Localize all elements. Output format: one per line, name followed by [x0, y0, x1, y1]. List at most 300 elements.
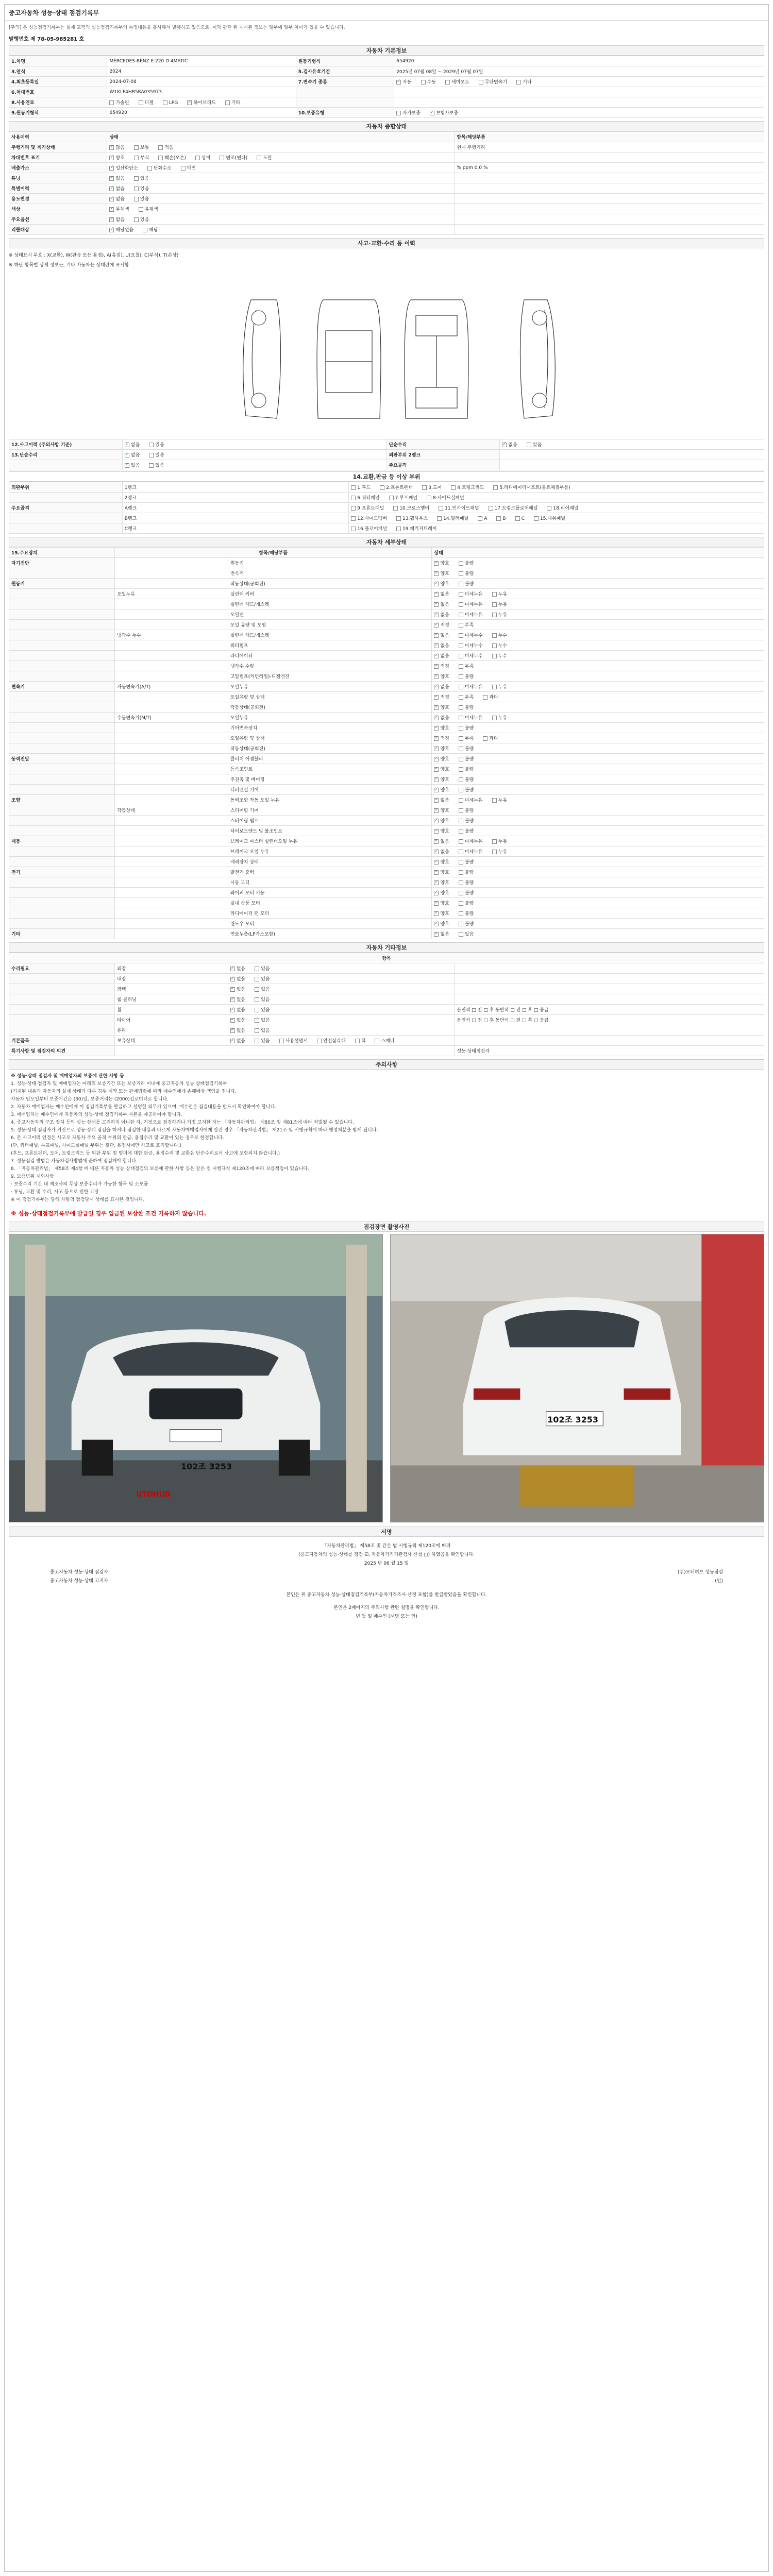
checkbox-icon[interactable]	[195, 156, 200, 160]
checkbox-icon[interactable]	[396, 111, 401, 115]
checkbox-option[interactable]	[459, 663, 474, 669]
checkbox-icon[interactable]	[527, 443, 531, 447]
checkbox-icon[interactable]	[230, 1039, 235, 1043]
checkbox-icon[interactable]	[459, 819, 463, 823]
checkbox-option[interactable]	[434, 807, 449, 814]
checkbox-option[interactable]	[434, 590, 449, 597]
checkbox-option[interactable]	[492, 796, 507, 803]
checkbox-option[interactable]	[492, 848, 507, 855]
checkbox-icon[interactable]	[434, 767, 439, 772]
checkbox-option[interactable]	[279, 1037, 308, 1044]
checkbox-icon[interactable]	[139, 207, 143, 212]
checkbox-icon[interactable]	[255, 1039, 259, 1043]
checkbox-icon[interactable]	[459, 901, 463, 906]
checkbox-icon[interactable]	[434, 788, 439, 792]
checkbox-icon[interactable]	[434, 726, 439, 731]
checkbox-option[interactable]	[230, 1037, 245, 1044]
checkbox-icon[interactable]	[109, 187, 114, 191]
checkbox-icon[interactable]	[459, 829, 463, 834]
checkbox-option[interactable]	[351, 494, 379, 501]
checkbox-option[interactable]	[459, 735, 474, 741]
checkbox-option[interactable]	[230, 965, 245, 972]
checkbox-option[interactable]	[434, 827, 449, 834]
checkbox-option[interactable]	[434, 766, 449, 772]
checkbox-option[interactable]	[396, 109, 421, 116]
checkbox-option[interactable]	[459, 652, 483, 659]
checkbox-icon[interactable]	[437, 516, 442, 521]
checkbox-option[interactable]	[459, 776, 474, 783]
checkbox-icon[interactable]	[255, 1028, 259, 1033]
checkbox-option[interactable]	[492, 652, 507, 659]
checkbox-icon[interactable]	[109, 207, 114, 212]
checkbox-icon[interactable]	[158, 156, 163, 160]
checkbox-icon[interactable]	[434, 613, 439, 617]
checkbox-icon[interactable]	[459, 695, 463, 700]
checkbox-option[interactable]	[459, 714, 483, 721]
checkbox-option[interactable]	[351, 484, 371, 490]
checkbox-option[interactable]	[515, 516, 525, 521]
checkbox-icon[interactable]	[220, 156, 224, 160]
checkbox-icon[interactable]	[434, 901, 439, 906]
checkbox-option[interactable]	[459, 632, 483, 638]
checkbox-option[interactable]	[134, 185, 149, 192]
checkbox-icon[interactable]	[445, 80, 450, 84]
checkbox-icon[interactable]	[459, 880, 463, 885]
checkbox-icon[interactable]	[434, 571, 439, 576]
checkbox-option[interactable]	[139, 99, 154, 106]
checkbox-option[interactable]	[195, 154, 210, 161]
checkbox-option[interactable]	[434, 580, 449, 587]
checkbox-option[interactable]	[230, 975, 245, 982]
checkbox-icon[interactable]	[492, 592, 497, 597]
checkbox-option[interactable]	[230, 1006, 245, 1013]
checkbox-icon[interactable]	[516, 80, 521, 84]
checkbox-icon[interactable]	[125, 463, 129, 468]
checkbox-icon[interactable]	[459, 736, 463, 741]
checkbox-icon[interactable]	[421, 80, 426, 84]
checkbox-option[interactable]	[230, 996, 245, 1003]
checkbox-icon[interactable]	[125, 443, 129, 447]
checkbox-icon[interactable]	[434, 870, 439, 875]
checkbox-option[interactable]	[492, 601, 507, 607]
checkbox-icon[interactable]	[351, 506, 356, 511]
checkbox-option[interactable]	[163, 100, 178, 106]
checkbox-option[interactable]	[459, 673, 474, 680]
checkbox-icon[interactable]	[255, 1008, 259, 1012]
checkbox-option[interactable]	[547, 504, 578, 511]
checkbox-icon[interactable]	[434, 736, 439, 741]
checkbox-option[interactable]	[437, 515, 468, 521]
checkbox-icon[interactable]	[380, 485, 384, 490]
checkbox-option[interactable]	[434, 755, 449, 762]
checkbox-option[interactable]	[434, 900, 449, 906]
checkbox-option[interactable]	[434, 920, 449, 927]
checkbox-icon[interactable]	[492, 716, 497, 720]
checkbox-icon[interactable]	[492, 633, 497, 638]
checkbox-option[interactable]	[459, 910, 474, 917]
checkbox-icon[interactable]	[459, 747, 463, 751]
checkbox-icon[interactable]	[434, 592, 439, 597]
checkbox-option[interactable]	[459, 755, 474, 762]
checkbox-icon[interactable]	[492, 850, 497, 854]
checkbox-option[interactable]	[187, 99, 215, 106]
checkbox-option[interactable]	[492, 632, 507, 638]
checkbox-icon[interactable]	[396, 527, 401, 531]
checkbox-icon[interactable]	[351, 527, 356, 531]
checkbox-icon[interactable]	[434, 777, 439, 782]
checkbox-icon[interactable]	[459, 922, 463, 926]
checkbox-option[interactable]	[434, 848, 449, 855]
checkbox-option[interactable]	[459, 611, 483, 618]
checkbox-option[interactable]	[355, 1037, 366, 1044]
checkbox-option[interactable]	[459, 745, 474, 752]
checkbox-icon[interactable]	[459, 643, 463, 648]
checkbox-option[interactable]	[434, 642, 449, 649]
checkbox-icon[interactable]	[492, 839, 497, 844]
checkbox-option[interactable]	[459, 786, 474, 793]
checkbox-option[interactable]	[255, 965, 270, 972]
checkbox-option[interactable]	[230, 986, 245, 992]
checkbox-icon[interactable]	[430, 111, 434, 115]
checkbox-icon[interactable]	[459, 623, 463, 628]
checkbox-option[interactable]	[389, 494, 417, 501]
checkbox-icon[interactable]	[351, 485, 356, 490]
checkbox-icon[interactable]	[255, 1018, 259, 1023]
checkbox-icon[interactable]	[492, 613, 497, 617]
checkbox-option[interactable]	[459, 621, 474, 628]
checkbox-option[interactable]	[459, 601, 483, 607]
checkbox-icon[interactable]	[483, 736, 488, 741]
checkbox-icon[interactable]	[459, 891, 463, 895]
checkbox-option[interactable]	[459, 642, 483, 649]
checkbox-option[interactable]	[109, 226, 133, 233]
checkbox-option[interactable]	[109, 195, 124, 202]
checkbox-option[interactable]	[489, 504, 538, 511]
checkbox-icon[interactable]	[478, 516, 482, 521]
checkbox-icon[interactable]	[434, 705, 439, 710]
checkbox-option[interactable]	[255, 1016, 270, 1023]
checkbox-option[interactable]	[459, 580, 474, 587]
checkbox-icon[interactable]	[492, 654, 497, 658]
checkbox-option[interactable]	[434, 869, 449, 875]
checkbox-option[interactable]	[459, 827, 474, 834]
checkbox-option[interactable]	[434, 910, 449, 917]
checkbox-icon[interactable]	[143, 228, 147, 232]
checkbox-option[interactable]	[149, 441, 164, 448]
checkbox-icon[interactable]	[489, 506, 493, 511]
checkbox-option[interactable]	[492, 590, 507, 597]
checkbox-icon[interactable]	[134, 156, 139, 160]
checkbox-icon[interactable]	[459, 561, 463, 566]
checkbox-option[interactable]	[434, 601, 449, 607]
checkbox-icon[interactable]	[459, 798, 463, 803]
checkbox-icon[interactable]	[492, 798, 497, 803]
checkbox-option[interactable]	[380, 484, 413, 490]
checkbox-option[interactable]	[492, 611, 507, 618]
checkbox-icon[interactable]	[434, 880, 439, 885]
checkbox-icon[interactable]	[434, 747, 439, 751]
checkbox-option[interactable]	[439, 504, 479, 511]
checkbox-option[interactable]	[492, 683, 507, 690]
checkbox-icon[interactable]	[534, 516, 539, 521]
checkbox-option[interactable]	[109, 154, 124, 161]
checkbox-option[interactable]	[459, 683, 483, 690]
checkbox-option[interactable]	[434, 652, 449, 659]
checkbox-icon[interactable]	[109, 145, 114, 150]
checkbox-option[interactable]	[109, 206, 129, 212]
checkbox-icon[interactable]	[459, 726, 463, 731]
checkbox-icon[interactable]	[351, 516, 356, 521]
checkbox-icon[interactable]	[147, 166, 152, 171]
checkbox-icon[interactable]	[181, 166, 186, 171]
checkbox-option[interactable]	[109, 144, 124, 150]
checkbox-icon[interactable]	[459, 685, 463, 689]
checkbox-option[interactable]	[496, 516, 506, 521]
checkbox-option[interactable]	[396, 78, 411, 85]
checkbox-icon[interactable]	[459, 602, 463, 607]
checkbox-icon[interactable]	[459, 870, 463, 875]
checkbox-option[interactable]	[459, 869, 474, 875]
checkbox-icon[interactable]	[257, 156, 261, 160]
checkbox-icon[interactable]	[459, 850, 463, 854]
checkbox-option[interactable]	[351, 504, 384, 511]
checkbox-option[interactable]	[149, 462, 164, 468]
checkbox-icon[interactable]	[149, 443, 154, 447]
checkbox-icon[interactable]	[396, 80, 401, 84]
checkbox-option[interactable]	[459, 900, 474, 906]
checkbox-icon[interactable]	[459, 674, 463, 679]
checkbox-option[interactable]	[479, 78, 507, 85]
checkbox-option[interactable]	[255, 975, 270, 982]
checkbox-option[interactable]	[109, 185, 124, 192]
checkbox-icon[interactable]	[459, 767, 463, 772]
checkbox-icon[interactable]	[134, 187, 139, 191]
checkbox-icon[interactable]	[459, 788, 463, 792]
checkbox-option[interactable]	[393, 504, 429, 511]
checkbox-icon[interactable]	[459, 716, 463, 720]
checkbox-option[interactable]	[255, 996, 270, 1003]
checkbox-option[interactable]	[434, 570, 449, 577]
checkbox-option[interactable]	[434, 796, 449, 803]
checkbox-icon[interactable]	[434, 695, 439, 700]
checkbox-option[interactable]	[483, 693, 498, 700]
checkbox-icon[interactable]	[422, 485, 427, 490]
checkbox-option[interactable]	[434, 930, 449, 937]
checkbox-icon[interactable]	[434, 850, 439, 854]
checkbox-option[interactable]	[459, 796, 483, 803]
checkbox-option[interactable]	[317, 1037, 345, 1044]
checkbox-icon[interactable]	[459, 664, 463, 669]
checkbox-icon[interactable]	[109, 228, 114, 232]
checkbox-icon[interactable]	[492, 643, 497, 648]
checkbox-option[interactable]	[434, 621, 449, 628]
checkbox-option[interactable]	[255, 986, 270, 992]
checkbox-icon[interactable]	[434, 602, 439, 607]
checkbox-option[interactable]	[434, 673, 449, 680]
checkbox-option[interactable]	[225, 99, 240, 106]
checkbox-icon[interactable]	[434, 654, 439, 658]
checkbox-icon[interactable]	[158, 145, 163, 150]
checkbox-option[interactable]	[434, 724, 449, 731]
checkbox-icon[interactable]	[434, 829, 439, 834]
checkbox-icon[interactable]	[439, 506, 443, 511]
checkbox-option[interactable]	[478, 516, 487, 521]
checkbox-icon[interactable]	[496, 516, 501, 521]
checkbox-icon[interactable]	[434, 798, 439, 803]
checkbox-icon[interactable]	[434, 582, 439, 586]
checkbox-icon[interactable]	[230, 997, 235, 1002]
checkbox-icon[interactable]	[434, 911, 439, 916]
checkbox-icon[interactable]	[230, 967, 235, 971]
checkbox-icon[interactable]	[434, 922, 439, 926]
checkbox-icon[interactable]	[434, 757, 439, 761]
checkbox-option[interactable]	[434, 704, 449, 710]
checkbox-icon[interactable]	[125, 453, 129, 457]
checkbox-icon[interactable]	[149, 463, 154, 468]
checkbox-option[interactable]	[396, 525, 436, 532]
checkbox-option[interactable]	[459, 590, 483, 597]
checkbox-option[interactable]	[459, 724, 474, 731]
checkbox-icon[interactable]	[459, 654, 463, 658]
checkbox-icon[interactable]	[255, 967, 259, 971]
checkbox-option[interactable]	[434, 632, 449, 638]
checkbox-option[interactable]	[459, 920, 474, 927]
checkbox-option[interactable]	[459, 570, 474, 577]
checkbox-icon[interactable]	[434, 685, 439, 689]
checkbox-option[interactable]	[109, 99, 129, 106]
checkbox-icon[interactable]	[396, 516, 401, 521]
checkbox-icon[interactable]	[434, 623, 439, 628]
checkbox-icon[interactable]	[459, 932, 463, 937]
checkbox-option[interactable]	[134, 216, 149, 223]
checkbox-icon[interactable]	[434, 664, 439, 669]
checkbox-icon[interactable]	[459, 757, 463, 761]
checkbox-icon[interactable]	[279, 1039, 284, 1043]
checkbox-option[interactable]	[459, 930, 474, 937]
checkbox-option[interactable]	[125, 451, 140, 458]
checkbox-icon[interactable]	[109, 156, 114, 160]
checkbox-icon[interactable]	[434, 860, 439, 865]
checkbox-option[interactable]	[527, 441, 542, 448]
checkbox-option[interactable]	[459, 693, 474, 700]
checkbox-icon[interactable]	[225, 100, 230, 105]
checkbox-icon[interactable]	[434, 643, 439, 648]
checkbox-icon[interactable]	[109, 100, 114, 105]
checkbox-icon[interactable]	[483, 695, 488, 700]
checkbox-icon[interactable]	[459, 777, 463, 782]
checkbox-icon[interactable]	[109, 197, 114, 201]
checkbox-option[interactable]	[255, 1037, 270, 1044]
checkbox-option[interactable]	[459, 704, 474, 710]
checkbox-option[interactable]	[434, 693, 449, 700]
checkbox-option[interactable]	[125, 441, 140, 448]
checkbox-icon[interactable]	[434, 932, 439, 937]
checkbox-option[interactable]	[445, 78, 469, 85]
checkbox-option[interactable]	[434, 663, 449, 669]
checkbox-icon[interactable]	[459, 808, 463, 813]
checkbox-option[interactable]	[459, 807, 474, 814]
checkbox-option[interactable]	[158, 144, 173, 150]
checkbox-option[interactable]	[139, 206, 158, 212]
checkbox-option[interactable]	[459, 848, 483, 855]
photo-rear[interactable]	[390, 1234, 764, 1522]
checkbox-option[interactable]	[430, 109, 458, 116]
checkbox-option[interactable]	[134, 175, 149, 181]
checkbox-option[interactable]	[158, 154, 186, 161]
checkbox-icon[interactable]	[459, 571, 463, 576]
checkbox-icon[interactable]	[134, 176, 139, 181]
checkbox-option[interactable]	[434, 683, 449, 690]
checkbox-option[interactable]	[434, 560, 449, 566]
checkbox-option[interactable]	[451, 484, 484, 490]
checkbox-option[interactable]	[434, 858, 449, 865]
checkbox-option[interactable]	[147, 164, 172, 171]
checkbox-icon[interactable]	[355, 1039, 360, 1043]
checkbox-icon[interactable]	[434, 674, 439, 679]
checkbox-option[interactable]	[492, 642, 507, 649]
checkbox-icon[interactable]	[427, 496, 431, 500]
checkbox-icon[interactable]	[230, 1028, 235, 1033]
checkbox-option[interactable]	[483, 735, 498, 741]
checkbox-option[interactable]	[149, 451, 164, 458]
checkbox-option[interactable]	[109, 216, 124, 223]
checkbox-option[interactable]	[534, 515, 565, 521]
checkbox-option[interactable]	[459, 858, 474, 865]
checkbox-icon[interactable]	[459, 911, 463, 916]
checkbox-icon[interactable]	[459, 839, 463, 844]
checkbox-option[interactable]	[427, 494, 464, 501]
checkbox-option[interactable]	[459, 817, 474, 824]
checkbox-icon[interactable]	[492, 685, 497, 689]
checkbox-option[interactable]	[422, 484, 442, 490]
checkbox-option[interactable]	[459, 838, 483, 844]
checkbox-icon[interactable]	[255, 987, 259, 992]
checkbox-icon[interactable]	[459, 613, 463, 617]
checkbox-option[interactable]	[181, 164, 196, 171]
checkbox-icon[interactable]	[459, 582, 463, 586]
checkbox-option[interactable]	[351, 525, 387, 532]
checkbox-icon[interactable]	[459, 592, 463, 597]
checkbox-option[interactable]	[434, 817, 449, 824]
checkbox-icon[interactable]	[389, 496, 394, 500]
checkbox-icon[interactable]	[459, 705, 463, 710]
checkbox-icon[interactable]	[479, 80, 483, 84]
checkbox-option[interactable]	[257, 154, 272, 161]
checkbox-icon[interactable]	[134, 217, 139, 222]
checkbox-option[interactable]	[434, 611, 449, 618]
checkbox-icon[interactable]	[451, 485, 456, 490]
checkbox-icon[interactable]	[163, 100, 167, 105]
checkbox-option[interactable]	[230, 1027, 245, 1033]
checkbox-option[interactable]	[434, 735, 449, 741]
checkbox-icon[interactable]	[255, 977, 259, 981]
checkbox-option[interactable]	[220, 154, 247, 161]
checkbox-icon[interactable]	[434, 819, 439, 823]
checkbox-option[interactable]	[134, 144, 149, 150]
checkbox-icon[interactable]	[434, 716, 439, 720]
checkbox-option[interactable]	[516, 78, 531, 85]
checkbox-icon[interactable]	[434, 891, 439, 895]
checkbox-option[interactable]	[493, 484, 570, 490]
checkbox-option[interactable]	[502, 441, 517, 448]
checkbox-icon[interactable]	[393, 506, 398, 511]
checkbox-option[interactable]	[125, 462, 140, 468]
checkbox-icon[interactable]	[134, 197, 139, 201]
checkbox-option[interactable]	[134, 154, 149, 161]
checkbox-icon[interactable]	[255, 997, 259, 1002]
photo-front[interactable]	[9, 1234, 383, 1522]
checkbox-icon[interactable]	[515, 516, 520, 521]
